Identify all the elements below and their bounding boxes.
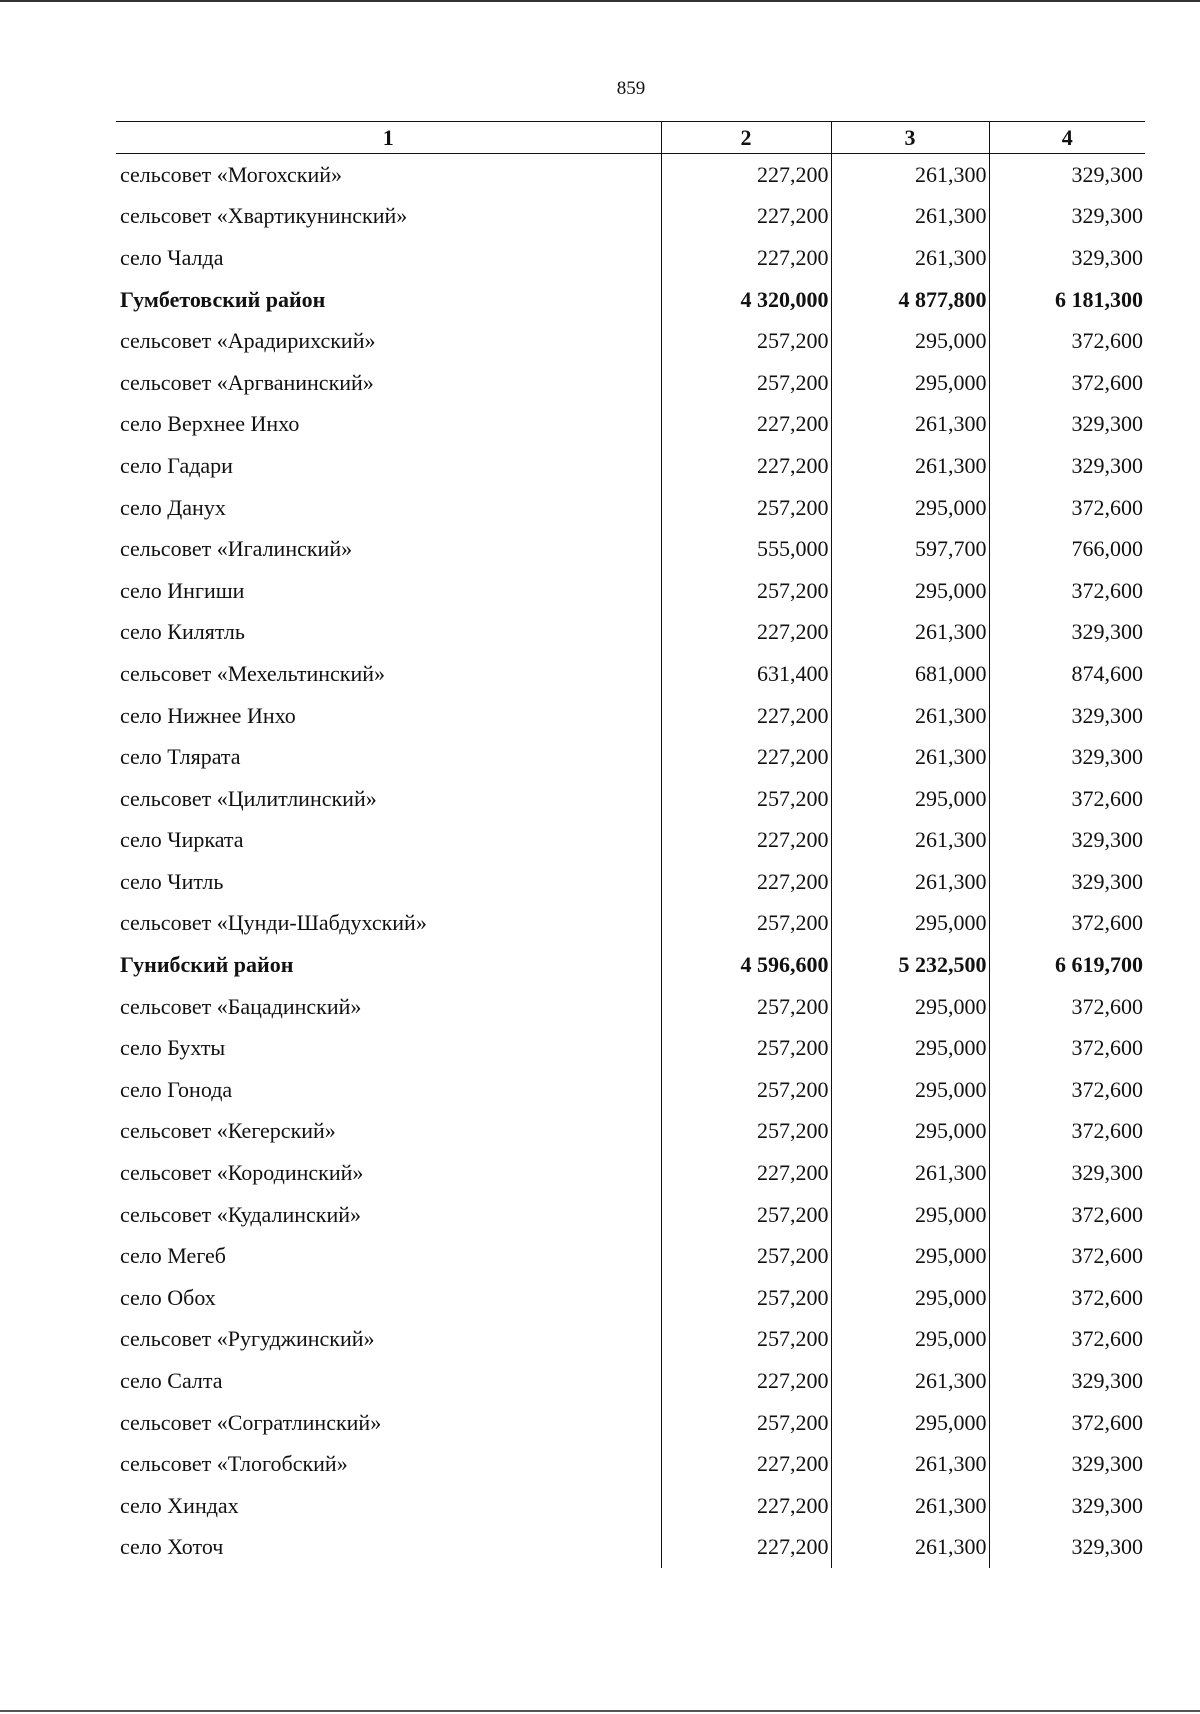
cell-col-3: 295,000 xyxy=(831,487,989,529)
cell-name: сельсовет «Бацадинский» xyxy=(120,993,362,1019)
cell-col-3: 597,700 xyxy=(831,528,989,570)
cell-name: село Верхнее Инхо xyxy=(120,411,300,437)
cell-col-3: 261,300 xyxy=(831,1360,989,1402)
cell-col-2: 227,200 xyxy=(661,612,831,654)
cell-col-4: 329,300 xyxy=(989,1443,1145,1485)
table-row xyxy=(116,778,1145,820)
cell-col-3: 295,000 xyxy=(831,778,989,820)
cell-col-2: 257,200 xyxy=(661,362,831,404)
table-header-row xyxy=(116,122,1145,154)
cell-name: Гунибский район xyxy=(120,952,294,978)
cell-col-4: 372,600 xyxy=(989,1027,1145,1069)
cell-name: село Гонода xyxy=(120,1076,233,1102)
cell-col-2: 257,200 xyxy=(661,1402,831,1444)
cell-col-2: 227,200 xyxy=(661,1152,831,1194)
cell-col-3: 295,000 xyxy=(831,1111,989,1153)
cell-col-4: 372,600 xyxy=(989,1111,1145,1153)
column-header-1: 1 xyxy=(116,122,661,154)
table-row xyxy=(116,237,1145,279)
cell-col-3: 295,000 xyxy=(831,570,989,612)
cell-col-2: 227,200 xyxy=(661,1360,831,1402)
cell-col-3: 295,000 xyxy=(831,903,989,945)
cell-col-3: 261,300 xyxy=(831,695,989,737)
cell-name: сельсовет «Аргванинский» xyxy=(120,369,374,395)
cell-col-2: 257,200 xyxy=(661,1194,831,1236)
table-row xyxy=(116,445,1145,487)
scan-bottom-edge xyxy=(0,1710,1200,1712)
cell-col-4: 329,300 xyxy=(989,695,1145,737)
cell-col-4: 329,300 xyxy=(989,1527,1145,1569)
cell-col-3: 261,300 xyxy=(831,1152,989,1194)
cell-col-2: 4 596,600 xyxy=(661,944,831,986)
table-row-district-total xyxy=(116,279,1145,321)
cell-col-2: 257,200 xyxy=(661,1235,831,1277)
cell-col-4: 329,300 xyxy=(989,404,1145,446)
cell-name: сельсовет «Мехельтинский» xyxy=(120,660,386,686)
cell-name: сельсовет «Кегерский» xyxy=(120,1118,336,1144)
cell-col-4: 372,600 xyxy=(989,778,1145,820)
cell-col-3: 295,000 xyxy=(831,986,989,1028)
table-row xyxy=(116,1360,1145,1402)
cell-col-2: 227,200 xyxy=(661,861,831,903)
cell-col-3: 261,300 xyxy=(831,1527,989,1569)
cell-col-4: 329,300 xyxy=(989,1152,1145,1194)
cell-col-2: 257,200 xyxy=(661,320,831,362)
cell-col-2: 227,200 xyxy=(661,196,831,238)
cell-col-3: 681,000 xyxy=(831,653,989,695)
cell-col-4: 329,300 xyxy=(989,612,1145,654)
cell-col-4: 329,300 xyxy=(989,861,1145,903)
cell-col-3: 295,000 xyxy=(831,1277,989,1319)
column-header-3: 3 xyxy=(831,122,989,154)
cell-col-2: 227,200 xyxy=(661,695,831,737)
cell-col-4: 372,600 xyxy=(989,487,1145,529)
cell-col-3: 5 232,500 xyxy=(831,944,989,986)
cell-name: сельсовет «Игалинский» xyxy=(120,536,353,562)
table-row xyxy=(116,1069,1145,1111)
table-row xyxy=(116,528,1145,570)
cell-col-2: 257,200 xyxy=(661,986,831,1028)
cell-name: село Килятль xyxy=(120,619,245,645)
cell-name: Гумбетовский район xyxy=(120,286,326,312)
cell-name: сельсовет «Согратлинский» xyxy=(120,1409,382,1435)
table-row xyxy=(116,1027,1145,1069)
cell-col-3: 4 877,800 xyxy=(831,279,989,321)
cell-col-3: 261,300 xyxy=(831,861,989,903)
cell-name: село Чирката xyxy=(120,827,244,853)
cell-col-2: 257,200 xyxy=(661,1069,831,1111)
column-header-2: 2 xyxy=(661,122,831,154)
cell-col-3: 295,000 xyxy=(831,1027,989,1069)
cell-col-2: 227,200 xyxy=(661,237,831,279)
cell-col-2: 227,200 xyxy=(661,1527,831,1569)
cell-col-3: 295,000 xyxy=(831,1194,989,1236)
cell-col-4: 372,600 xyxy=(989,1235,1145,1277)
cell-col-3: 261,300 xyxy=(831,445,989,487)
cell-col-3: 261,300 xyxy=(831,154,989,196)
table-row xyxy=(116,695,1145,737)
cell-col-4: 329,300 xyxy=(989,1360,1145,1402)
cell-col-4: 766,000 xyxy=(989,528,1145,570)
cell-col-4: 372,600 xyxy=(989,320,1145,362)
table-body xyxy=(116,154,1145,1569)
table-row xyxy=(116,154,1145,196)
table-row xyxy=(116,612,1145,654)
cell-col-2: 227,200 xyxy=(661,445,831,487)
cell-col-2: 257,200 xyxy=(661,487,831,529)
cell-col-2: 555,000 xyxy=(661,528,831,570)
cell-col-3: 261,300 xyxy=(831,612,989,654)
cell-col-2: 257,200 xyxy=(661,778,831,820)
cell-col-4: 329,300 xyxy=(989,820,1145,862)
cell-col-2: 227,200 xyxy=(661,1443,831,1485)
table-row xyxy=(116,986,1145,1028)
cell-col-4: 329,300 xyxy=(989,445,1145,487)
cell-col-3: 295,000 xyxy=(831,1402,989,1444)
cell-col-3: 261,300 xyxy=(831,1485,989,1527)
cell-col-4: 372,600 xyxy=(989,1069,1145,1111)
cell-col-4: 329,300 xyxy=(989,196,1145,238)
table-row xyxy=(116,404,1145,446)
table-row-district-total xyxy=(116,944,1145,986)
cell-col-3: 261,300 xyxy=(831,1443,989,1485)
cell-col-3: 295,000 xyxy=(831,1235,989,1277)
cell-col-2: 227,200 xyxy=(661,820,831,862)
table-row xyxy=(116,1277,1145,1319)
cell-name: сельсовет «Могохский» xyxy=(120,161,343,187)
cell-name: сельсовет «Ругуджинский» xyxy=(120,1326,375,1352)
cell-col-2: 227,200 xyxy=(661,736,831,778)
cell-name: село Тлярата xyxy=(120,744,241,770)
page-number: 859 xyxy=(616,78,646,99)
table-row xyxy=(116,1485,1145,1527)
cell-name: сельсовет «Кудалинский» xyxy=(120,1201,362,1227)
cell-col-3: 295,000 xyxy=(831,362,989,404)
table-row xyxy=(116,487,1145,529)
table-row xyxy=(116,1527,1145,1569)
cell-name: село Хоточ xyxy=(120,1534,224,1560)
cell-col-2: 227,200 xyxy=(661,154,831,196)
table-row xyxy=(116,736,1145,778)
cell-col-2: 257,200 xyxy=(661,1277,831,1319)
table-row xyxy=(116,653,1145,695)
table-row xyxy=(116,1443,1145,1485)
cell-name: сельсовет «Тлогобский» xyxy=(120,1451,348,1477)
cell-name: село Чалда xyxy=(120,244,224,270)
table-row xyxy=(116,820,1145,862)
cell-col-3: 261,300 xyxy=(831,196,989,238)
cell-name: село Обох xyxy=(120,1284,216,1310)
cell-col-4: 372,600 xyxy=(989,1402,1145,1444)
cell-name: село Читль xyxy=(120,868,224,894)
cell-name: сельсовет «Кородинский» xyxy=(120,1160,364,1186)
cell-col-4: 372,600 xyxy=(989,362,1145,404)
cell-name: село Данух xyxy=(120,494,226,520)
column-header-4: 4 xyxy=(989,122,1145,154)
cell-col-3: 261,300 xyxy=(831,237,989,279)
cell-col-4: 372,600 xyxy=(989,570,1145,612)
cell-col-2: 227,200 xyxy=(661,1485,831,1527)
cell-col-4: 372,600 xyxy=(989,986,1145,1028)
cell-name: село Гадари xyxy=(120,452,233,478)
table-row xyxy=(116,362,1145,404)
table-row xyxy=(116,320,1145,362)
cell-col-4: 329,300 xyxy=(989,154,1145,196)
cell-col-2: 631,400 xyxy=(661,653,831,695)
cell-col-4: 329,300 xyxy=(989,237,1145,279)
cell-name: село Ингиши xyxy=(120,577,245,603)
table-row xyxy=(116,196,1145,238)
cell-col-4: 329,300 xyxy=(989,1485,1145,1527)
table-row xyxy=(116,570,1145,612)
data-table xyxy=(116,121,1145,1568)
table-row xyxy=(116,1111,1145,1153)
scan-top-edge xyxy=(0,0,1200,2)
table-row xyxy=(116,903,1145,945)
cell-name: село Нижнее Инхо xyxy=(120,702,296,728)
cell-col-2: 257,200 xyxy=(661,1319,831,1361)
table-row xyxy=(116,1402,1145,1444)
cell-name: сельсовет «Цилитлинский» xyxy=(120,785,377,811)
table-row xyxy=(116,861,1145,903)
cell-col-4: 6 619,700 xyxy=(989,944,1145,986)
cell-name: сельсовет «Цунди-Шабдухский» xyxy=(120,910,427,936)
cell-name: село Бухты xyxy=(120,1035,226,1061)
cell-name: село Мегеб xyxy=(120,1243,227,1269)
cell-col-3: 261,300 xyxy=(831,736,989,778)
cell-col-3: 295,000 xyxy=(831,1069,989,1111)
table-row xyxy=(116,1194,1145,1236)
cell-col-2: 227,200 xyxy=(661,404,831,446)
table-row xyxy=(116,1319,1145,1361)
cell-col-2: 257,200 xyxy=(661,1111,831,1153)
cell-col-3: 261,300 xyxy=(831,404,989,446)
cell-col-2: 4 320,000 xyxy=(661,279,831,321)
table-row xyxy=(116,1152,1145,1194)
cell-col-3: 295,000 xyxy=(831,1319,989,1361)
cell-col-4: 372,600 xyxy=(989,903,1145,945)
cell-name: село Салта xyxy=(120,1368,223,1394)
cell-col-4: 372,600 xyxy=(989,1277,1145,1319)
cell-col-4: 6 181,300 xyxy=(989,279,1145,321)
cell-name: сельсовет «Хвартикунинский» xyxy=(120,203,408,229)
cell-col-4: 874,600 xyxy=(989,653,1145,695)
cell-col-3: 295,000 xyxy=(831,320,989,362)
cell-col-2: 257,200 xyxy=(661,1027,831,1069)
table-row xyxy=(116,1235,1145,1277)
cell-col-2: 257,200 xyxy=(661,903,831,945)
cell-col-4: 372,600 xyxy=(989,1319,1145,1361)
cell-col-4: 329,300 xyxy=(989,736,1145,778)
cell-name: село Хиндах xyxy=(120,1492,239,1518)
cell-name: сельсовет «Арадирихский» xyxy=(120,328,376,354)
cell-col-4: 372,600 xyxy=(989,1194,1145,1236)
cell-col-2: 257,200 xyxy=(661,570,831,612)
cell-col-3: 261,300 xyxy=(831,820,989,862)
